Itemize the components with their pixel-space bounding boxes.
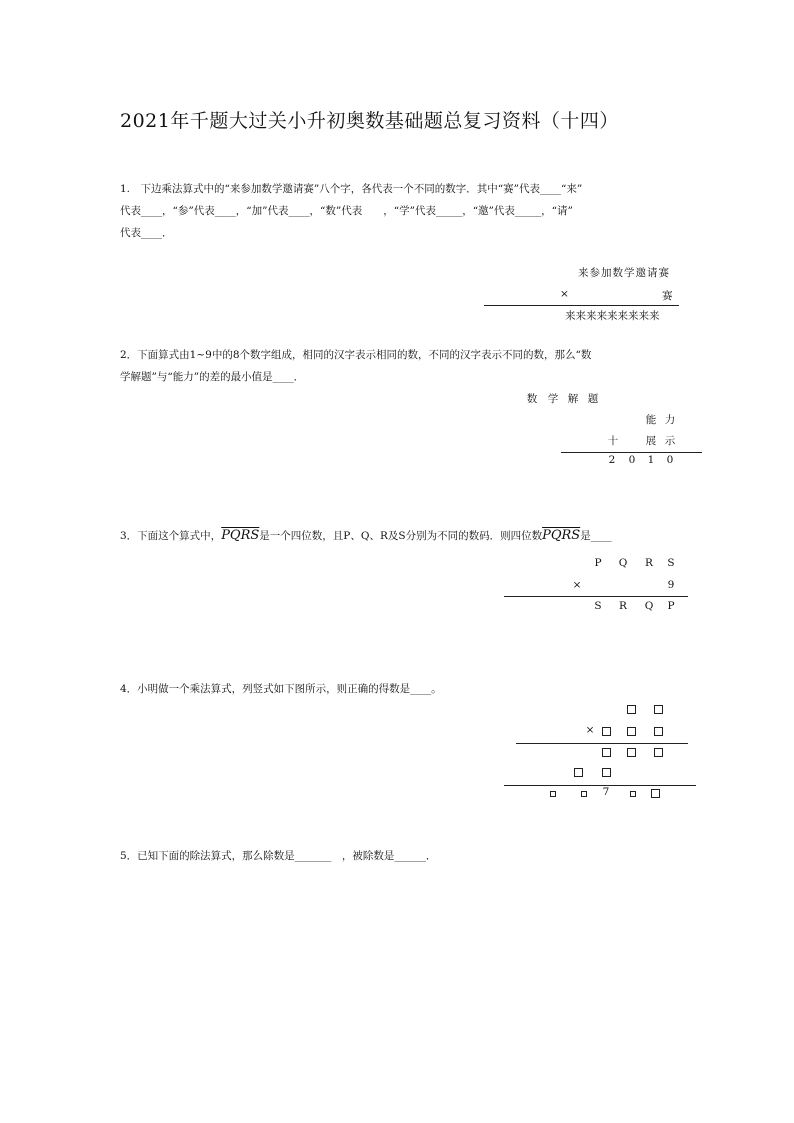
q2-r2-c1: 能	[645, 414, 657, 426]
q1-line2: 代表____，“参”代表____，“加”代表____，“数”代表 ，“学”代表_____，“邀”代表_____，“请”	[120, 205, 573, 217]
q4-box-icon	[550, 791, 556, 797]
q3-r1-c1: P	[594, 557, 602, 569]
q2-res-c3: 1	[647, 454, 655, 466]
q3-rule	[504, 596, 688, 597]
q4-box-icon	[627, 727, 636, 736]
q1-multiplicand: 来参加数学邀请赛	[578, 267, 670, 279]
q1-line1: 1. 下边乘法算式中的“来参加数学邀请赛”八个字，各代表一个不同的数字．其中“赛”代表____“来”	[120, 183, 583, 195]
q2-res-c4: 0	[666, 454, 674, 466]
q4-rule-1	[516, 743, 688, 744]
q2-r2-c2: 力	[664, 414, 676, 426]
q4-box-icon	[602, 727, 611, 736]
q2-r3-c2: 示	[664, 435, 676, 447]
q2-plus-sign: 十	[607, 435, 619, 447]
q3-line	[120, 525, 612, 547]
q4-box-icon	[630, 791, 636, 797]
q4-box-icon	[602, 768, 611, 777]
q3-res-c2: R	[619, 600, 627, 612]
q3-r1-c2: Q	[618, 557, 628, 569]
q3-mid: 是一个四位数，且P、Q、R及S分别为不同的数码．则四位数	[259, 530, 543, 542]
q3-multiplier: 9	[667, 579, 675, 591]
q1-times-sign: ×	[560, 288, 569, 300]
q2-line1: 2．下面算式由1~9中的8个数字组成，相同的汉字表示相同的数，不同的汉字表示不同的数，那么“数	[120, 349, 592, 361]
q4-box-icon	[602, 748, 611, 757]
q2-line2: 学解题”与“能力”的差的最小值是____．	[120, 371, 305, 383]
q2-r1-c1: 数	[526, 393, 538, 405]
q2-res-c1: 2	[608, 454, 616, 466]
q4-box-icon	[654, 705, 663, 714]
q1-multiplier: 赛	[662, 290, 673, 302]
q1-result: 来来来来来来来来来	[565, 310, 660, 322]
q2-r3-c1: 展	[645, 435, 657, 447]
q3-res-c4: P	[667, 600, 675, 612]
q3-res-c3: Q	[644, 600, 654, 612]
q4-times-sign: ×	[585, 724, 595, 736]
page-title: 2021年千题大过关小升初奥数基础题总复习资料（十四）	[120, 110, 619, 132]
q3-r1-c4: S	[667, 557, 675, 569]
q2-rule	[561, 452, 702, 453]
q1-line3: 代表____．	[120, 227, 173, 239]
q4-box-icon	[627, 748, 636, 757]
q3-post: 是____	[580, 530, 612, 542]
q3-pqrs-1: PQRS	[221, 528, 260, 543]
q2-r1-c3: 解	[567, 393, 579, 405]
q3-res-c1: S	[594, 600, 602, 612]
q4-box-icon	[581, 791, 587, 797]
q2-r1-c4: 题	[587, 393, 599, 405]
q4-box-icon	[654, 748, 663, 757]
q4-box-icon	[627, 705, 636, 714]
q3-pre: 3．下面这个算式中，	[120, 530, 222, 542]
q2-r1-c2: 学	[547, 393, 559, 405]
q2-res-c2: 0	[628, 454, 636, 466]
q4-result-digit: 7	[602, 786, 610, 798]
q4-box-icon	[654, 727, 663, 736]
q4-box-icon	[574, 768, 583, 777]
q4-text: 4．小明做一个乘法算式，列竖式如下图所示，则正确的得数是____。	[120, 683, 442, 695]
q5-text: 5．已知下面的除法算式，那么除数是_______ ，被除数是______．	[120, 850, 437, 862]
q1-rule	[484, 305, 679, 306]
q4-box-icon	[651, 789, 660, 798]
q3-times-sign: ×	[572, 579, 582, 591]
q3-pqrs-2: PQRS	[542, 528, 581, 543]
q3-r1-c3: R	[645, 557, 653, 569]
